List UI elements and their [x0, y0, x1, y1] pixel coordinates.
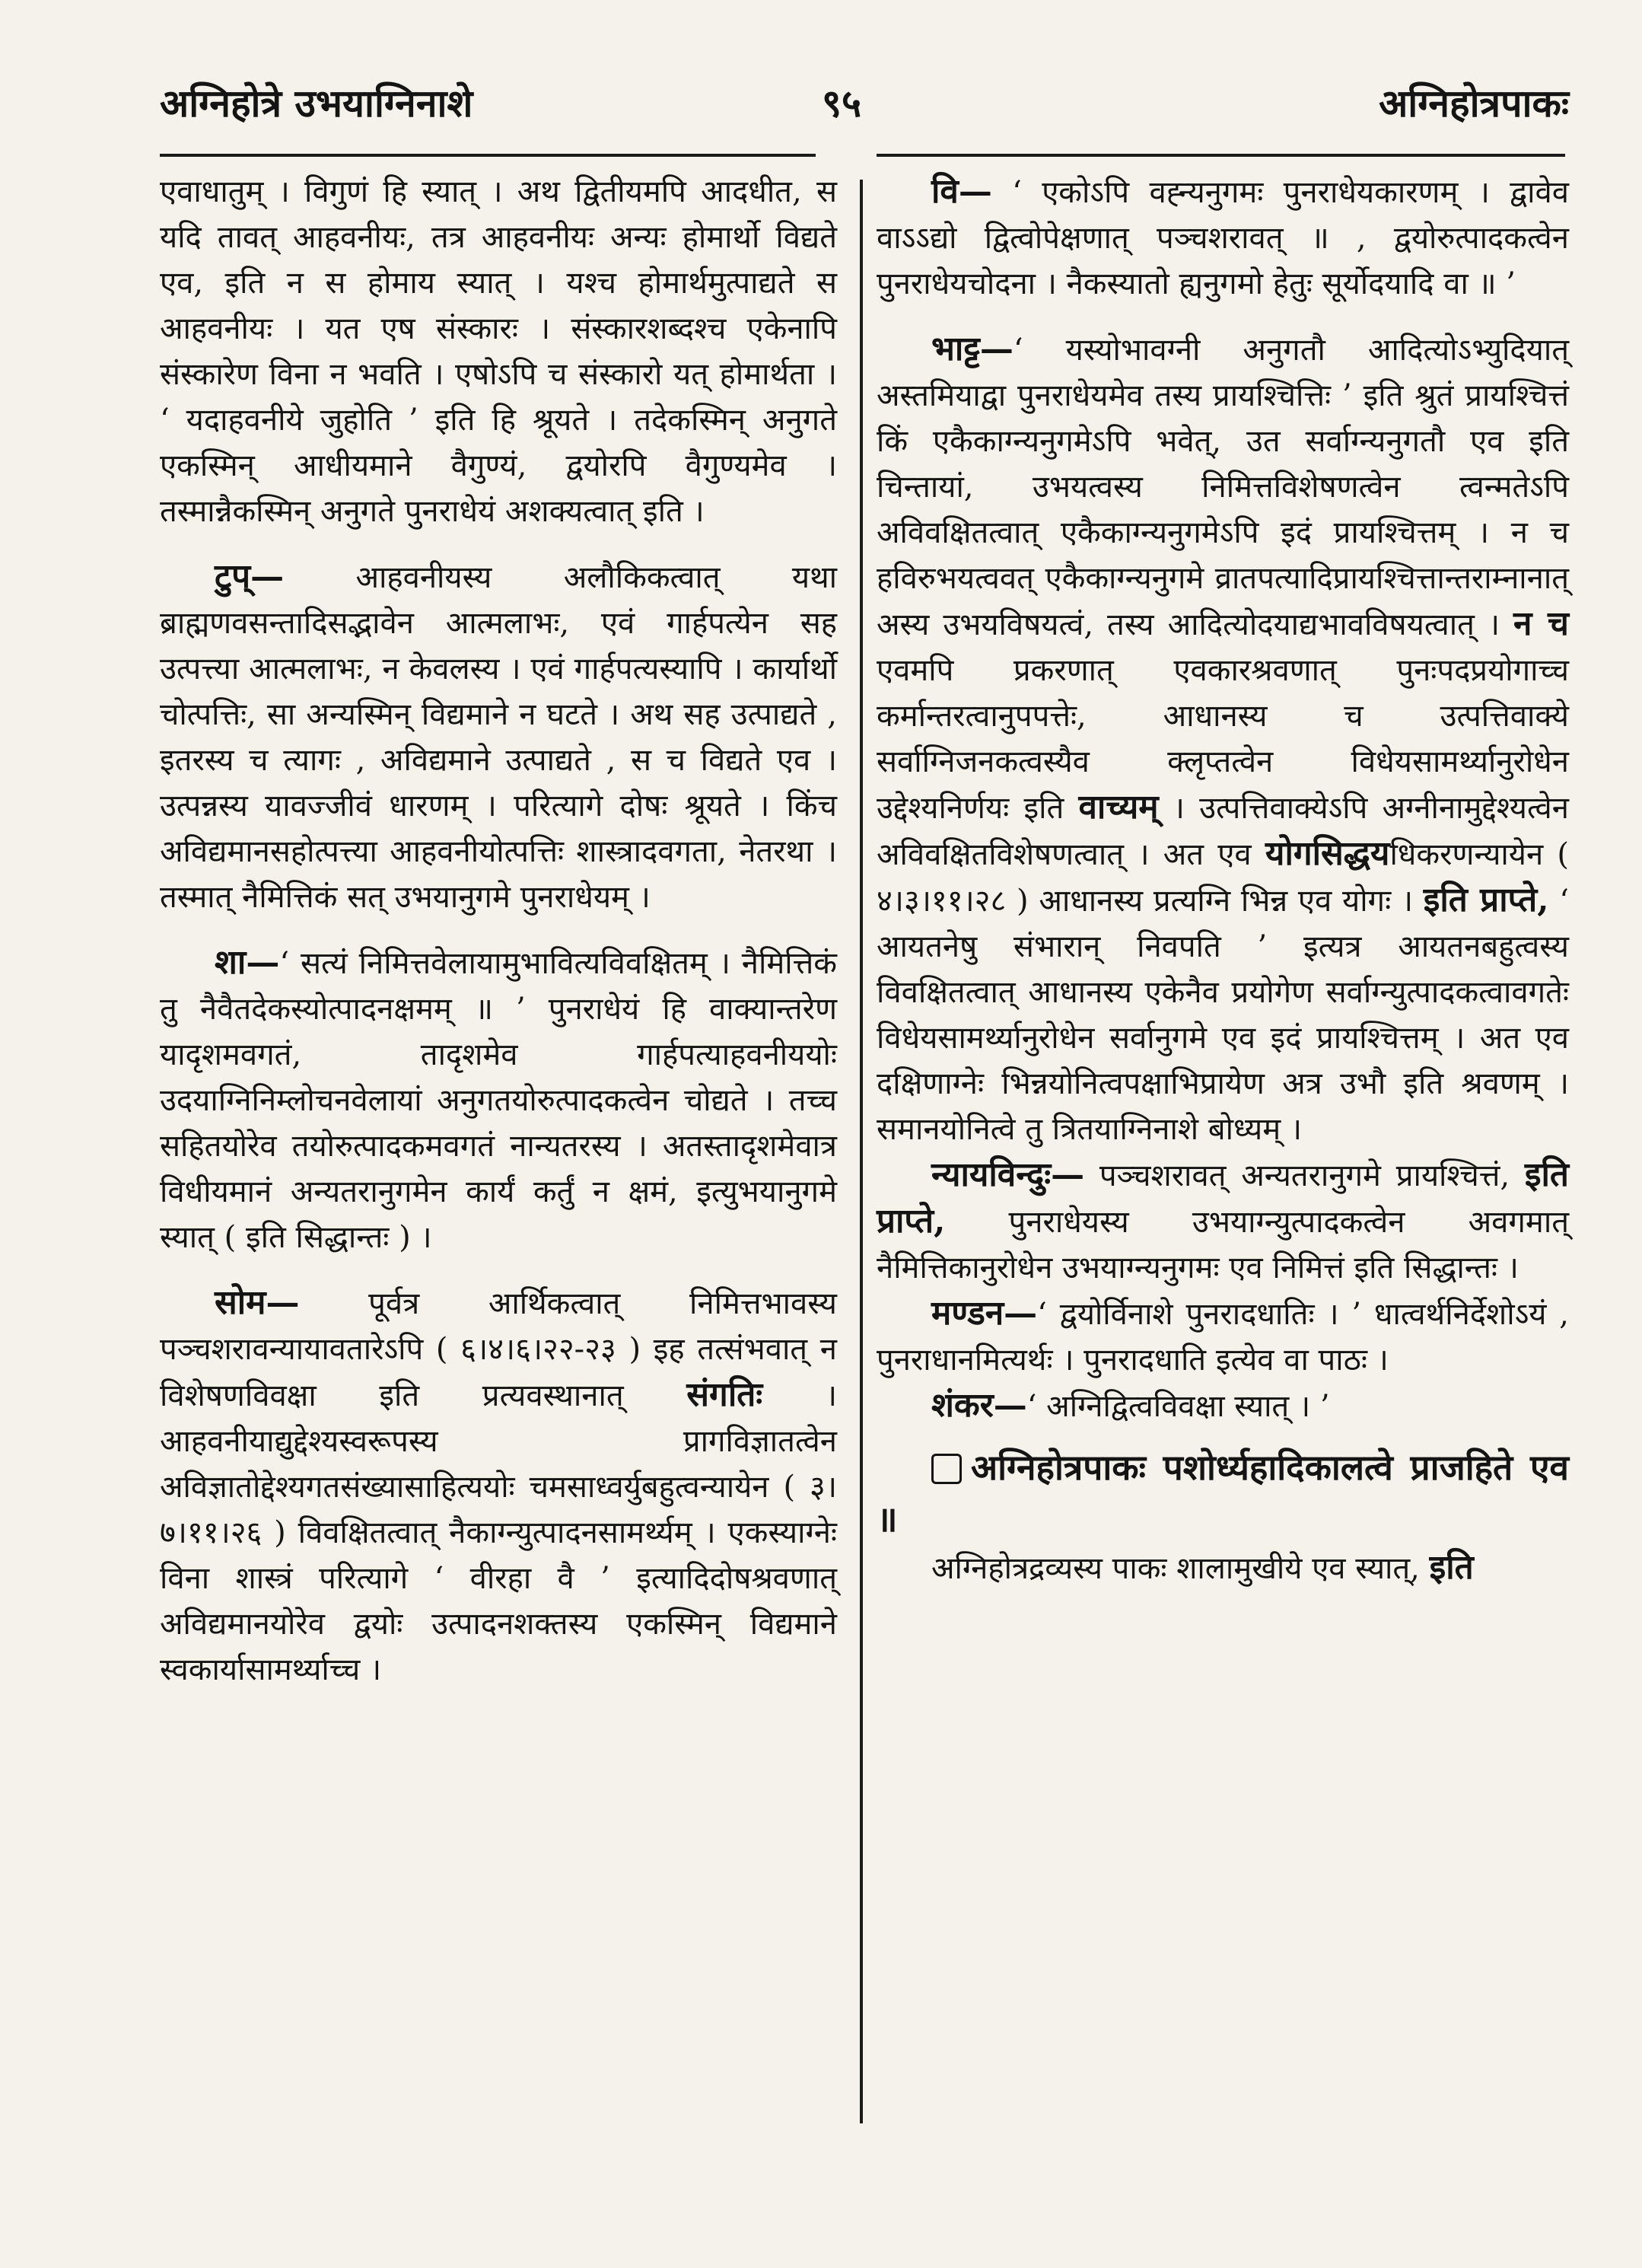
running-head-right: अग्निहोत्रपाकः: [1379, 81, 1569, 126]
commentator-vi: वि—: [931, 172, 992, 211]
na-cha-term: न च: [1513, 604, 1569, 643]
iti-prapte-term-2: इति प्राप्ते,: [877, 1155, 1569, 1241]
paragraph-shankar: शंकर—‘ अग्निद्वित्वविवक्षा स्यात् । ’: [931, 1386, 1330, 1425]
left-column: [160, 169, 837, 1693]
commentator-bhatt: भाट्ट—: [931, 330, 1014, 368]
paragraph-vi: वि— ‘ एकोऽपि वह्न्यनुगमः पुनराधेयकारणम् । द्वावेव वाऽऽद्यो द्वित्वोपेक्षणात् पञ्चशरावत् ॥ , द्वयोरुत्पादकत्वेन पुनराधेयचोदना । नैकस्यातो ह्यनुगमो हेतुः सूर्योदयादि वा ॥ ’: [877, 172, 1569, 301]
page-number: ९५: [822, 81, 861, 126]
commentator-sha: शा—: [215, 943, 280, 982]
running-head-left: अग्निहोत्रे उभयाग्निनाशे: [160, 81, 473, 126]
paragraph-nyaya: न्यायविन्दुः— पञ्चशरावत् अन्यतरानुगमे प्रायश्चित्तं, इति प्राप्ते, पुनराधेयस्य उभयाग्न्युत्पादकत्वेन अवगमात् नैमित्तिकानुरोधेन उभयाग्न्यनुगमः एव निमित्तं इति सिद्धान्तः ।: [877, 1155, 1569, 1285]
vachyam-term: वाच्यम्: [1078, 788, 1159, 827]
iti-term: इति: [1429, 1548, 1474, 1587]
paragraph-continuation: एवाधातुम् । विगुणं हि स्यात् । अथ द्वितीयमपि आदधीत, स यदि तावत् आहवनीयः, तत्र आहवनीयः अन्यः होमार्थो विद्यते एव, इति न स होमाय स्यात् । यश्च होमार्थमुत्पाद्यते स आहवनीयः । यत एष संस्कारः । संस्कारशब्दश्च एकेनापि संस्कारेण विना न भवति । एषोऽपि च संस्कारो यत् होमार्थता । ‘ यदाहवनीये जुहोति ’ इति हि श्रूयते । तदेकस्मिन् अनुगते एकस्मिन् आधीयमाने वैगुण्यं, द्वयोरपि वैगुण्यमेव । तस्मान्नैकस्मिन् अनुगते पुनराधेयं अशक्यत्वात् इति ।: [160, 174, 837, 529]
sutra-heading: अग्निहोत्रपाकः पशोर्ध्यहादिकालत्वे प्राजहिते एव ॥: [877, 1447, 1569, 1540]
column-divider: [860, 180, 863, 2123]
paragraph-bhatt: भाट्ट—‘ यस्योभावग्नी अनुगतौ आदित्योऽभ्युदियात् अस्तमियाद्वा पुनराधेयमेव तस्य प्रायश्चित्तिः ’ इति श्रुतं प्रायश्चित्तं किं एकैकाग्न्यनुगमेऽपि भवेत्, उत सर्वाग्न्यनुगतौ एव इति चिन्तायां, उभयत्वस्य निमित्तविशेषणत्वेन त्वन्मतेऽपि अविवक्षितत्वात् एकैकाग्न्यनुगमेऽपि इदं प्रायश्चित्तम् । न च हविरुभयत्ववत् एकैकाग्न्यनुगमे व्रातपत्यादिप्रायश्चित्तान्तराम्नानात् अस्य उभयविषयत्वं, तस्य आदित्योदयाद्यभावविषयत्वात् । न च एवमपि प्रकरणात् एवकारश्रवणात् पुनःपदप्रयोगाच्च कर्मान्तरत्वानुपपत्तेः, आधानस्य च उत्पत्तिवाक्ये सर्वाग्निजनकत्वस्यैव क्लृप्तत्वेन विधेयसामर्थ्यानुरोधेन उद्देश्यनिर्णयः इति वाच्यम् । उत्पत्तिवाक्येऽपि अग्नीनामुद्देश्यत्वेन अविवक्षितविशेषणत्वात् । अत एव योगसिद्धयधिकरणन्यायेन ( ४।३।११।२८ ) आधानस्य प्रत्यग्नि भिन्न एव योगः । इति प्राप्ते, ‘ आयतनेषु संभारान् निवपति ’ इत्यत्र आयतनबहुत्वस्य विवक्षितत्वात् आधानस्य एकेनैव प्रयोगेण सर्वाग्न्युत्पादकत्वावगतेः विधेयसामर्थ्यानुरोधेन सर्वानुगमे एव इदं प्रायश्चित्तम् । अत एव दक्षिणाग्नेः भिन्नयोनित्वपक्षाभिप्रायेण अत्र उभौ इति श्रवणम् । समानयोनित्वे तु त्रितयाग्निनाशे बोध्यम् ।: [877, 330, 1569, 1147]
sangati-term: संगतिः: [686, 1375, 763, 1414]
commentator-mandan: मण्डन—: [931, 1294, 1038, 1333]
paragraph-som: सोम— पूर्वत्र आर्थिकत्वात् निमित्तभावस्य पञ्चशरावन्यायावतारेऽपि ( ६।४।६।२२-२३ ) इह तत्संभवात् न विशेषणविवक्षा इति प्रत्यवस्थानात् संगतिः । आहवनीयाद्युद्देश्यस्वरूपस्य प्रागविज्ञातत्वेन अविज्ञातोद्देश्यगतसंख्यासाहित्ययोः चमसाध्वर्युबहुत्वन्यायेन ( ३।७।११।२६ ) विवक्षितत्वात् नैकाग्न्युत्पादनसामर्थ्यम् । एकस्याग्नेः विना शास्त्रं परित्यागे ‘ वीरहा वै ’ इत्यादिदोषश्रवणात् अविद्यमानयोरेव द्वयोः उत्पादनशक्तस्य एकस्मिन् विद्यमाने स्वकार्यासामर्थ्याच्च ।: [160, 1283, 837, 1687]
commentator-tup: टुप्—: [215, 557, 285, 596]
paragraph-sha: शा—‘ सत्यं निमित्तवेलायामुभावित्यविवक्षितम् । नैमित्तिकं तु नैवैतदेकस्योत्पादनक्षमम् ॥ ’ पुनराधेयं हि वाक्यान्तरेण यादृशमवगतं, तादृशमेव गार्हपत्याहवनीययोः उदयाग्निनिम्लोचनवेलायां अनुगतयोरुत्पादकत्वेन चोद्यते । तच्च सहितयोरेव तयोरुत्पादकमवगतं नान्यतरस्य । अतस्तादृशमेवात्र विधीयमानं अन्यतरानुगमेन कार्यं कर्तुं न क्षमं, इत्युभयानुगमे स्यात् ( इति सिद्धान्तः ) ।: [160, 943, 837, 1255]
header-rule-left: [160, 154, 816, 157]
yogasiddhi-term: योगसिद्धय: [1265, 834, 1390, 873]
paragraph-final: अग्निहोत्रद्रव्यस्य पाकः शालामुखीये एव स्यात्, इति: [931, 1548, 1474, 1587]
header-rule-right: [877, 154, 1565, 157]
commentator-shankar: शंकर—: [931, 1386, 1027, 1425]
section-mark-icon: [931, 1454, 962, 1484]
commentator-som: सोम—: [215, 1283, 300, 1322]
paragraph-tup: टुप्— आहवनीयस्य अलौकिकत्वात् यथा ब्राह्मणवसन्तादिसद्भावेन आत्मलाभः, एवं गार्हपत्येन सह उत्पत्त्या आत्मलाभः, न केवलस्य । एवं गार्हपत्यस्यापि । कार्यार्थो चोत्पत्तिः, सा अन्यस्मिन् विद्यमाने न घटते । अथ सह उत्पाद्यते , इतरस्य च त्यागः , अविद्यमाने उत्पाद्यते , स च विद्यते एव । उत्पन्नस्य यावज्जीवं धारणम् । परित्यागे दोषः श्रूयते । किंच अविद्यमानसहोत्पत्त्या आहवनीयोत्पत्तिः शास्त्रादवगता, नेतरथा । तस्मात् नैमित्तिकं सत् उभयानुगमे पुनराधेयम् ।: [160, 557, 837, 915]
commentator-nyaya: न्यायविन्दुः—: [931, 1155, 1085, 1194]
right-column: [877, 169, 1569, 1591]
iti-prapte-term: इति प्राप्ते,: [1423, 881, 1549, 919]
paragraph-mandan: मण्डन—‘ द्वयोर्विनाशे पुनरादधातिः । ’ धात्वर्थनिर्देशोऽयं , पुनराधानमित्यर्थः । पुनरादधाति इत्येव वा पाठः ।: [877, 1294, 1569, 1378]
